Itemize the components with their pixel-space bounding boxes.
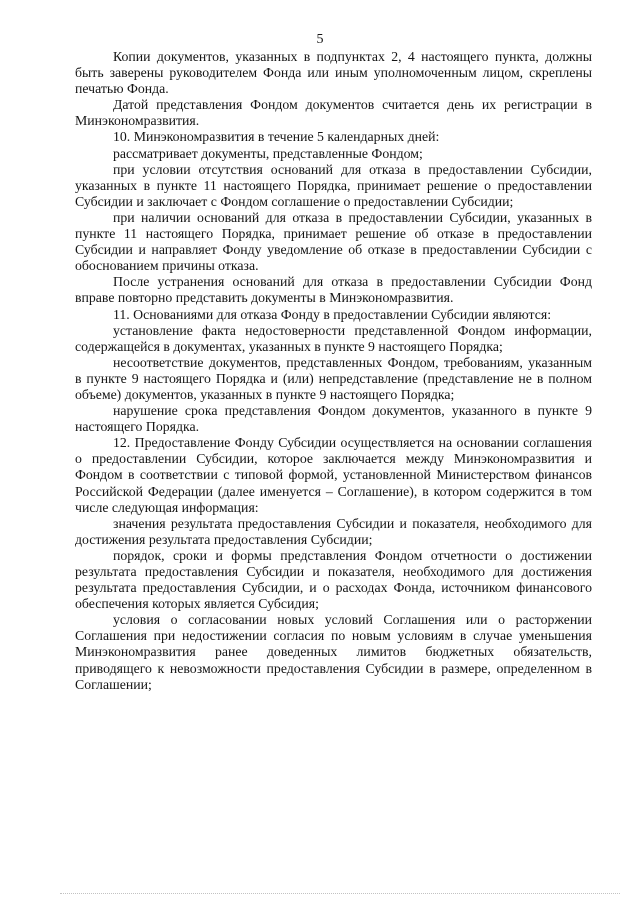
- page-number: 5: [316, 32, 324, 47]
- document-body: [75, 49, 592, 693]
- paragraph: Датой представления Фондом документов считается день их регистрации в Минэкономразвития.: [75, 97, 592, 129]
- paragraph: рассматривает документы, представленные Фондом;: [113, 145, 423, 161]
- scan-bottom-edge: [60, 893, 620, 900]
- paragraph: После устранения оснований для отказа в предоставлении Субсидии Фонд вправе повторно представить документы в Минэкономразвития.: [75, 274, 592, 306]
- paragraph: при условии отсутствия оснований для отказа в предоставлении Субсидии, указанных в пункте 11 настоящего Порядка, принимает решение о предоставлении Субсидии и заключает с Фондом соглашение о предоставлении Субсидии;: [75, 161, 592, 209]
- paragraph: установление факта недостоверности представленной Фондом информации, содержащейся в документах, указанных в пункте 9 настоящего Порядка;: [75, 322, 592, 354]
- paragraph: несоответствие документов, представленных Фондом, требованиям, указанным в пункте 9 настоящего Порядка и (или) непредставление (представление не в полном объеме) документов, указанных в пункте 9 настоящего Порядка;: [75, 354, 592, 402]
- paragraph: Копии документов, указанных в подпунктах 2, 4 настоящего пункта, должны быть заверены руководителем Фонда или иным уполномоченным лицом, скреплены печатью Фонда.: [75, 49, 592, 97]
- paragraph: значения результата предоставления Субсидии и показателя, необходимого для достижения результата предоставления Субсидии;: [75, 515, 592, 547]
- paragraph: 11. Основаниями для отказа Фонду в предоставлении Субсидии являются:: [113, 306, 552, 322]
- paragraph: 12. Предоставление Фонду Субсидии осуществляется на основании соглашения о предоставлении Субсидии, которое заключается между Минэкономразвития и Фондом в соответствии с типовой формой, установленной Министерством финансов Российской Федерации (далее именуется – Соглашение), в котором содержится в том числе следующая информация:: [75, 435, 592, 515]
- paragraph: нарушение срока представления Фондом документов, указанного в пункте 9 настоящего Порядка.: [75, 403, 592, 435]
- paragraph: порядок, сроки и формы представления Фондом отчетности о достижении результата предоставления Субсидии и показателя, необходимого для достижения результата предоставления Субсидии, и о расходах Фонда, источником финансового обеспечения которых является Субсидия;: [75, 547, 592, 612]
- paragraph: при наличии оснований для отказа в предоставлении Субсидии, указанных в пункте 11 настоящего Порядка, принимает решение об отказе в предоставлении Субсидии и направляет Фонду уведомление об отказе в предоставлении Субсидии с обоснованием причины отказа.: [75, 209, 592, 274]
- paragraph: условия о согласовании новых условий Соглашения или о расторжении Соглашения при недостижении согласия по новым условиям в случае уменьшения Минэкономразвития ранее доведенных лимитов бюджетных обязательств, приводящего к невозможности предоставления Субсидии в размере, определенном в Соглашении;: [75, 612, 592, 692]
- paragraph: 10. Минэкономразвития в течение 5 календарных дней:: [113, 129, 440, 145]
